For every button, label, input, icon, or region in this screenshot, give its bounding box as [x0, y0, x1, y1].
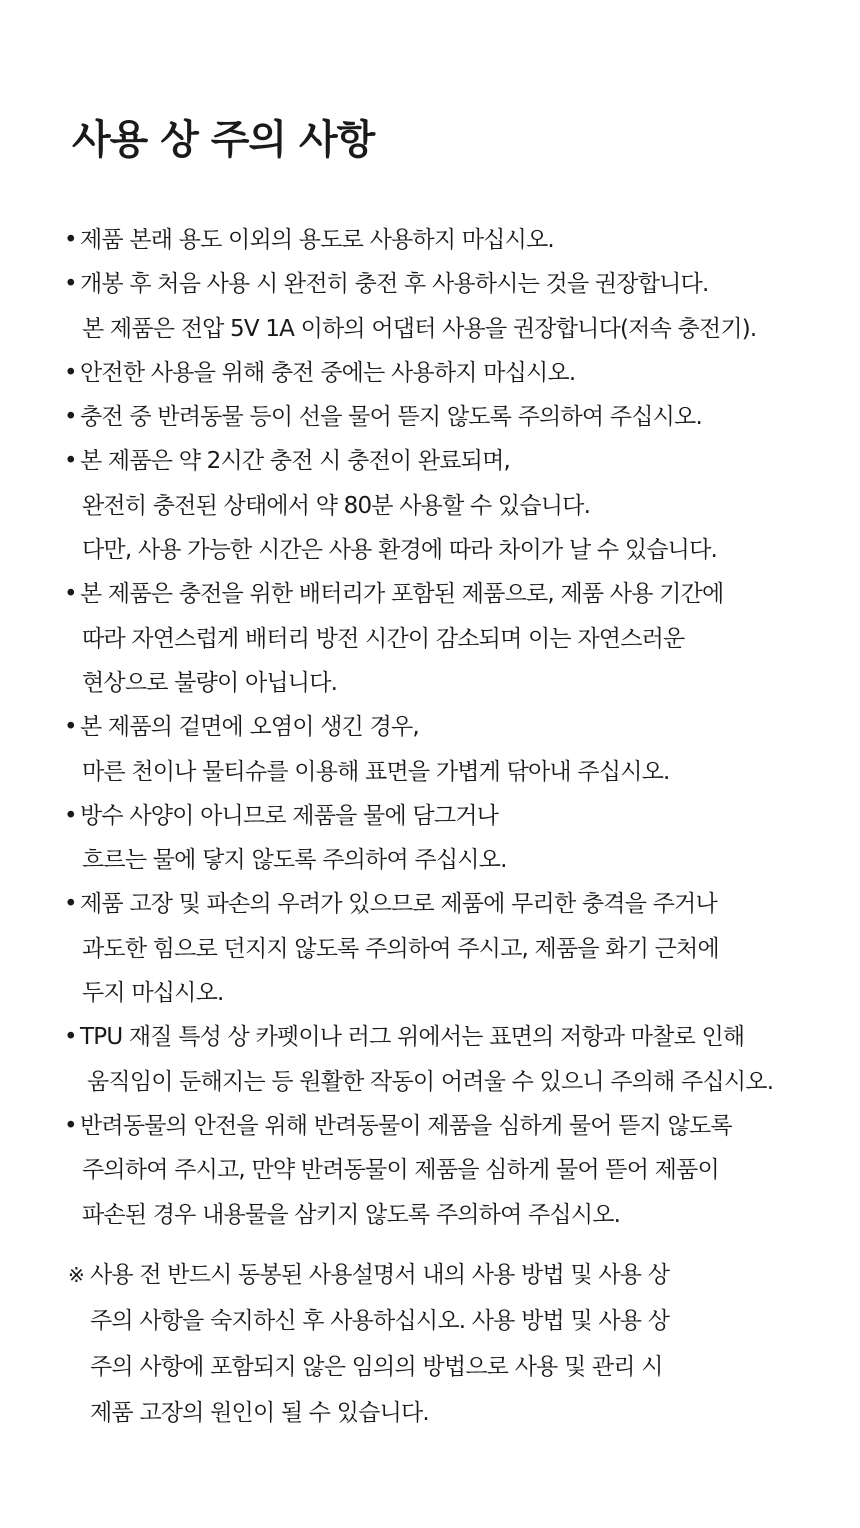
caution-text: 따라 자연스럽게 배터리 방전 시간이 감소되며 이는 자연스러운	[82, 625, 685, 652]
page-title: 사용 상 주의 사항	[72, 117, 375, 163]
caution-item-8	[64, 794, 834, 883]
bullet-icon: •	[64, 404, 78, 431]
bullet-icon: •	[64, 271, 78, 298]
caution-item-7	[64, 705, 834, 794]
bullet-icon: •	[64, 227, 78, 253]
bullet-icon: •	[64, 1112, 78, 1139]
footnote	[68, 1252, 828, 1436]
caution-item-9	[64, 882, 834, 1015]
footnote-text: 주의 사항에 포함되지 않은 임의의 방법으로 사용 및 관리 시	[90, 1354, 663, 1380]
caution-text: 현상으로 불량이 아닙니다.	[82, 669, 338, 696]
caution-text: 완전히 충전된 상태에서 약 80분 사용할 수 있습니다.	[82, 492, 591, 519]
caution-text: 흐르는 물에 닿지 않도록 주의하여 주십시오.	[82, 847, 507, 874]
caution-text: 본 제품은 충전을 위한 배터리가 포함된 제품으로, 제품 사용 기간에	[80, 581, 724, 608]
caution-text: 과도한 힘으로 던지지 않도록 주의하여 주시고, 제품을 화기 근처에	[82, 935, 719, 962]
caution-text: 본 제품은 전압 5V 1A 이하의 어댑터 사용을 권장합니다(저속 충전기).	[82, 315, 757, 342]
caution-item-10	[64, 1015, 834, 1104]
footnote-text: 사용 전 반드시 동봉된 사용설명서 내의 사용 방법 및 사용 상	[90, 1262, 670, 1288]
reference-mark-icon: ※	[68, 1263, 85, 1287]
caution-text: 본 제품의 겉면에 오염이 생긴 경우,	[80, 714, 419, 741]
caution-text: 파손된 경우 내용물을 삼키지 않도록 주의하여 주십시오.	[82, 1201, 621, 1228]
caution-text: 방수 사양이 아니므로 제품을 물에 담그거나	[80, 802, 499, 829]
footnote-text: 제품 고장의 원인이 될 수 있습니다.	[90, 1400, 429, 1426]
bullet-icon: •	[64, 802, 78, 829]
caution-item-1	[64, 218, 834, 262]
caution-item-2	[64, 262, 834, 351]
caution-text: 개봉 후 처음 사용 시 완전히 충전 후 사용하시는 것을 권장합니다.	[80, 271, 709, 298]
caution-item-3	[64, 351, 834, 395]
footnote-text: 주의 사항을 숙지하신 후 사용하십시오. 사용 방법 및 사용 상	[90, 1308, 670, 1334]
caution-text: 제품 고장 및 파손의 우려가 있으므로 제품에 무리한 충격을 주거나	[80, 891, 717, 918]
bullet-icon: •	[64, 891, 78, 918]
caution-item-5	[64, 439, 834, 572]
caution-text: 반려동물의 안전을 위해 반려동물이 제품을 심하게 물어 뜯지 않도록	[80, 1112, 732, 1139]
caution-text: 마른 천이나 물티슈를 이용해 표면을 가볍게 닦아내 주십시오.	[82, 758, 670, 785]
caution-text: 다만, 사용 가능한 시간은 사용 환경에 따라 차이가 날 수 있습니다.	[82, 537, 718, 564]
caution-text: 주의하여 주시고, 만약 반려동물이 제품을 심하게 물어 뜯어 제품이	[82, 1157, 719, 1184]
bullet-icon: •	[64, 714, 78, 741]
caution-item-6	[64, 572, 834, 705]
caution-list	[64, 218, 834, 1237]
caution-text: 두지 마십시오.	[82, 980, 224, 1007]
bullet-icon: •	[64, 581, 78, 608]
caution-text: 움직임이 둔해지는 등 원활한 작동이 어려울 수 있으니 주의해 주십시오.	[87, 1068, 774, 1095]
caution-text: 제품 본래 용도 이외의 용도로 사용하지 마십시오.	[80, 227, 554, 253]
caution-item-4	[64, 395, 834, 439]
caution-text: 본 제품은 약 2시간 충전 시 충전이 완료되며,	[80, 448, 511, 475]
bullet-icon: •	[64, 359, 78, 386]
caution-text: 안전한 사용을 위해 충전 중에는 사용하지 마십시오.	[80, 359, 576, 386]
caution-text: TPU 재질 특성 상 카펫이나 러그 위에서는 표면의 저항과 마찰로 인해	[80, 1024, 745, 1051]
bullet-icon: •	[64, 1024, 78, 1051]
bullet-icon: •	[64, 448, 78, 475]
caution-text: 충전 중 반려동물 등이 선을 물어 뜯지 않도록 주의하여 주십시오.	[80, 404, 702, 431]
caution-item-11	[64, 1104, 834, 1237]
